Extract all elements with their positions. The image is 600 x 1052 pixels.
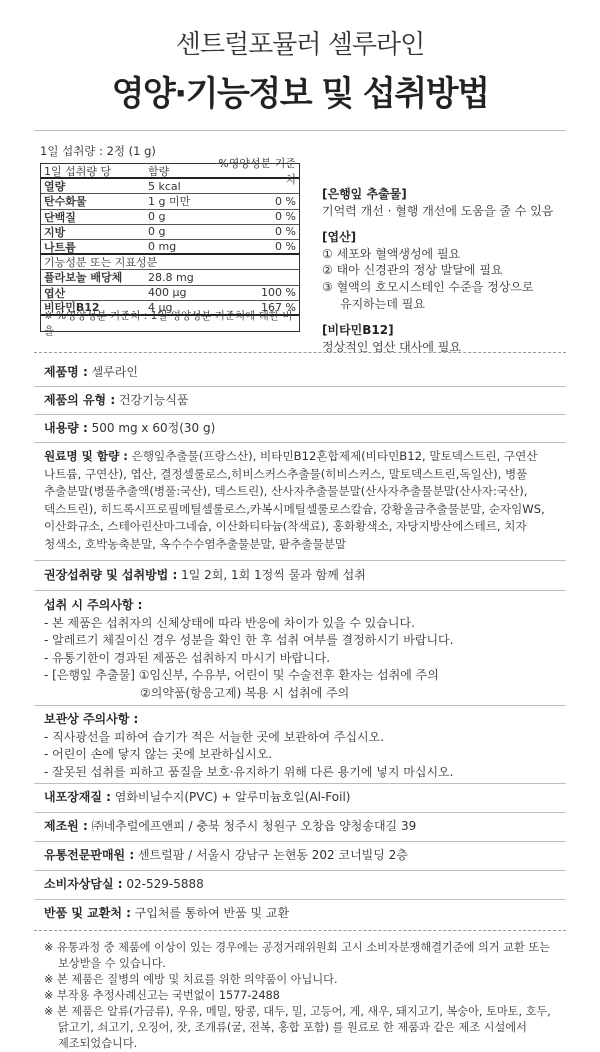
b12-text: 정상적인 엽산 대사에 필요 <box>322 339 461 354</box>
nutrient-pct: 0 % <box>275 194 296 208</box>
value: 센트럴팜 / 서울시 강남구 논현동 202 코너빌딩 2층 <box>137 848 408 862</box>
functional-info <box>322 186 572 355</box>
divider <box>34 442 566 443</box>
nutrient-amount: 0 g <box>148 225 166 239</box>
dose-row <box>44 567 570 585</box>
label: 유통전문판매원 : <box>44 848 135 862</box>
nutrient-amount: 0 mg <box>148 240 177 254</box>
nutrient-amount: 0 g <box>148 210 166 224</box>
note-line: ※ 부작용 추정사례신고는 국번없이 1577-2488 <box>44 989 280 1002</box>
divider <box>34 783 566 784</box>
nutrient-name: 탄수화물 <box>44 195 87 209</box>
label: 원료명 및 함량 : <box>44 449 128 463</box>
storage-line: - 직사광선을 피하여 습기가 적은 서늘한 곳에 보관하여 주십시오. <box>44 729 385 744</box>
folate-item: ③ 혈액의 호모시스테인 수준을 정상으로 <box>322 279 534 294</box>
functional-label: 기능성분 또는 지표성분 <box>44 256 158 270</box>
caution-line: - 유통기한이 경과된 제품은 섭취하지 마시기 바랍니다. <box>44 650 331 665</box>
nutrition-row <box>41 194 299 209</box>
storage-line: - 잘못된 섭취를 피하고 품질을 보호·유지하기 위해 다른 용기에 넣지 마십시오. <box>44 764 454 779</box>
caution-line: - 알레르기 체질이신 경우 성분을 확인 한 후 섭취 여부를 결정하시기 바랍니다. <box>44 633 454 648</box>
label: 제품명 : <box>44 365 88 379</box>
divider <box>34 870 566 871</box>
nutrient-name: 지방 <box>44 225 66 239</box>
ginkgo-title: [은행잎 추출물] <box>322 187 407 201</box>
caution-line: ②의약품(항응고제) 복용 시 섭취에 주의 <box>140 685 350 700</box>
ingredients-line: 이산화규소, 스테아린산마그네슘, 이산화티타늄(착색료), 홍화황색소, 자당지방산에스테르, 치자 <box>44 519 527 534</box>
product-type-row <box>44 392 570 410</box>
divider <box>34 899 566 900</box>
ingredients-line: 은행잎추출물(프랑스산), 비타민B12혼합제제(비타민B12, 말토덱스트린, 구연산 <box>131 449 538 463</box>
divider <box>34 705 566 706</box>
nutrition-row <box>41 210 299 225</box>
note-line: ※ 유통과정 중 제품에 이상이 있는 경우에는 공정거래위원회 고시 소비자분쟁해결기준에 의거 교환 또는 <box>44 941 550 954</box>
product-subtitle: 센트럴포뮬러 셀루라인 <box>175 30 425 60</box>
maker-row <box>44 818 570 836</box>
functional-pct: 167 % <box>261 300 296 314</box>
nutrition-footnote: ※ %영양성분 기준치 : 1일 영양성분 기준치에 대한 비율 <box>44 310 293 338</box>
header-cell: 함량 <box>148 164 170 178</box>
value: 구입처를 통하여 반품 및 교환 <box>134 906 290 920</box>
functional-label-row <box>41 255 299 270</box>
label: 내포장재질 : <box>44 790 111 804</box>
storage-section <box>44 711 570 781</box>
ingredients-line: 나트륨, 구연산), 엽산, 결정셀룰로스,히비스커스추출물(히비스커스, 말토덱스트린,독일산), 병풀 <box>44 466 528 481</box>
folate-item: 유지하는데 필요 <box>340 296 425 311</box>
nutrient-amount: 5 kcal <box>148 179 181 193</box>
functional-name: 플라보놀 배당체 <box>44 271 123 285</box>
b12-title: [비타민B12] <box>322 323 394 338</box>
seller-row <box>44 847 570 865</box>
caution-section <box>44 597 570 703</box>
functional-name: 비타민B12 <box>44 301 100 315</box>
note-line: ※ 본 제품은 알류(가금류), 우유, 메밀, 땅콩, 대두, 밀, 고등어, 게, 새우, 돼지고기, 복숭아, 토마토, 호두, <box>44 1005 551 1018</box>
serving-size: 1일 섭취량 : 2정 (1 g) <box>40 144 156 158</box>
divider <box>34 386 566 387</box>
ginkgo-text: 기억력 개선 · 혈행 개선에 도움을 줄 수 있음 <box>322 203 554 218</box>
divider <box>34 812 566 813</box>
caution-line: - 본 제품은 섭취자의 신체상태에 따라 반응에 차이가 있을 수 있습니다. <box>44 615 415 630</box>
nutrient-name: 단백질 <box>44 210 76 224</box>
functional-name: 엽산 <box>44 286 66 300</box>
caution-title: 섭취 시 주의사항 : <box>44 598 143 612</box>
storage-title: 보관상 주의사항 : <box>44 712 139 726</box>
value: 1일 2회, 1회 1정씩 물과 함께 섭취 <box>181 568 366 582</box>
nutrient-pct: 0 % <box>275 210 296 224</box>
divider <box>34 590 566 591</box>
divider <box>34 841 566 842</box>
note-line: 제조되었습니다. <box>58 1037 138 1050</box>
divider <box>34 560 566 561</box>
product-name-row <box>44 364 570 382</box>
storage-line: - 어린이 손에 닿지 않는 곳에 보관하십시오. <box>44 747 273 762</box>
functional-amount: 4 μg <box>148 300 173 314</box>
label: 제조원 : <box>44 819 88 833</box>
packaging-row <box>44 789 570 807</box>
note-line: ※ 본 제품은 질병의 예방 및 치료를 위한 의약품이 아닙니다. <box>44 973 338 986</box>
value: 염화비닐수지(PVC) + 알루미늄호일(Al-Foil) <box>114 790 351 804</box>
nutrient-name: 나트륨 <box>44 240 76 254</box>
ingredients-line: 덱스트린), 히드록시프로필메틸셀룰로스,카복시메틸셀룰로스칼슘, 강황울금추출물분말, 순자임WS, <box>44 501 545 516</box>
folate-item: ② 태아 신경관의 정상 발달에 필요 <box>322 263 503 278</box>
value: 셀루라인 <box>91 365 138 379</box>
consult-row <box>44 876 570 894</box>
notes <box>44 940 570 1052</box>
nutrition-footnote-row <box>41 310 299 338</box>
label: 소비자상담실 : <box>44 877 123 891</box>
ingredients-line: 청색소, 호박농축분말, 옥수수수염추출물분말, 팥추출물분말 <box>44 536 347 551</box>
caution-line: - [은행잎 추출물] ①임신부, 수유부, 어린이 및 수술전후 환자는 섭취에 주의 <box>44 668 439 683</box>
label: 제품의 유형 : <box>44 393 116 407</box>
nutrition-table <box>40 156 300 338</box>
nutrition-row <box>41 240 299 255</box>
nutrient-pct: 0 % <box>275 225 296 239</box>
label: 권장섭취량 및 섭취방법 : <box>44 568 178 582</box>
ingredients-row <box>44 448 570 554</box>
value: 02-529-5888 <box>126 877 204 891</box>
volume-row <box>44 420 570 438</box>
value: ㈜네추럴에프앤피 / 충북 청주시 청원구 오창읍 양청송대길 39 <box>91 819 417 833</box>
divider <box>34 130 566 131</box>
nutrient-pct: 0 % <box>275 240 296 254</box>
label: 반품 및 교환처 : <box>44 906 131 920</box>
folate-item: ① 세포와 혈액생성에 필요 <box>322 246 461 261</box>
functional-row <box>41 270 299 285</box>
value: 건강기능식품 <box>118 393 189 407</box>
divider <box>34 414 566 415</box>
return-row <box>44 905 570 923</box>
divider <box>34 352 566 353</box>
functional-pct: 100 % <box>261 286 296 300</box>
divider <box>34 930 566 931</box>
note-line: 보상받을 수 있습니다. <box>58 957 166 970</box>
nutrient-name: 열량 <box>44 180 66 194</box>
label: 내용량 : <box>44 421 88 435</box>
value: 500 mg x 60정(30 g) <box>91 421 216 435</box>
ingredients-line: 추출분말(병풀추출액(병풀:국산), 덱스트린), 산사자추출물분말(산사자추출물분말(산사자:국산), <box>44 484 528 499</box>
folate-title: [엽산] <box>322 230 357 245</box>
page-title: 영양·기능정보 및 섭취방법 <box>111 74 489 114</box>
functional-amount: 400 μg <box>148 286 187 300</box>
header-cell: 1일 섭취량 당 <box>44 164 112 178</box>
note-line: 닭고기, 쇠고기, 오징어, 잣, 조개류(굴, 전복, 홍합 포함) 를 원료로 한 제품과 같은 제조 시설에서 <box>58 1021 527 1034</box>
nutrient-amount: 1 g 미만 <box>148 195 191 209</box>
header-cell: %영양성분 기준치 <box>218 156 296 186</box>
functional-amount: 28.8 mg <box>148 270 194 284</box>
